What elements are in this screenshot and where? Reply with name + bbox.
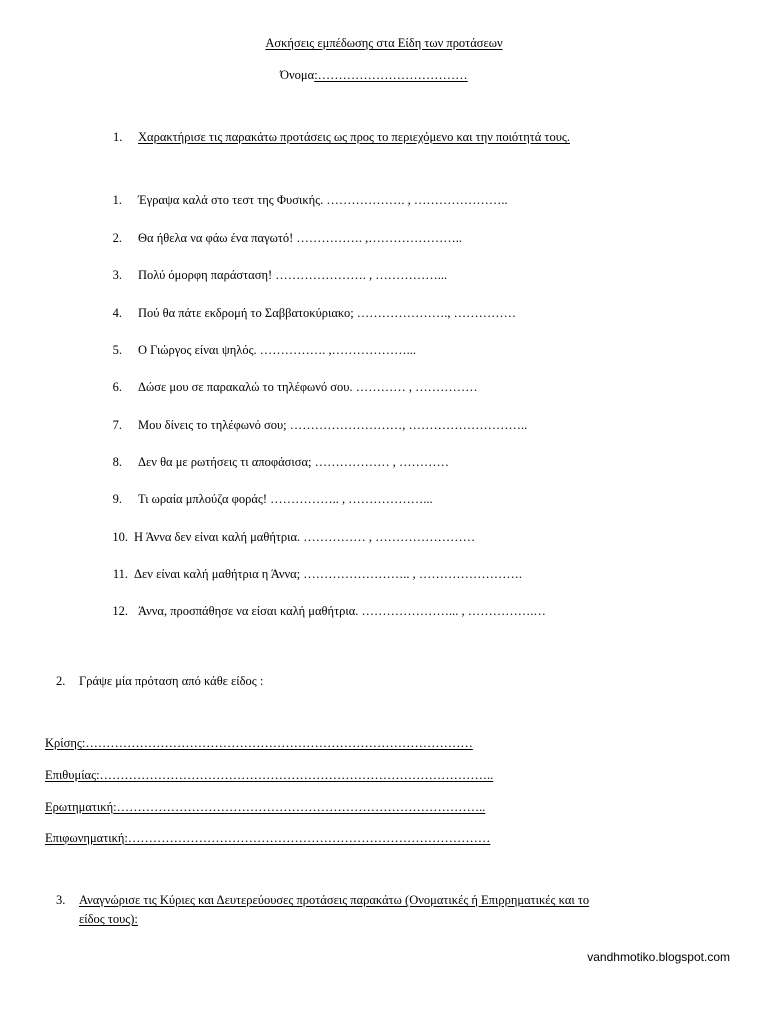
item-number: 9.: [112, 492, 122, 506]
item-text: Δώσε μου σε παρακαλώ το τηλέφωνό σου. ………… , ……………: [138, 380, 478, 394]
line-dots: :…………………………………………………………………………………: [81, 736, 473, 750]
line-label: Κρίσης: [45, 736, 82, 750]
line-label: Επιφωνηματική: [45, 831, 125, 845]
item-number: 6.: [112, 380, 122, 394]
footer-url: vandhmotiko.blogspot.com: [587, 950, 730, 964]
section2-instruction: Γράψε μία πρόταση από κάθε είδος :: [79, 674, 264, 688]
section3-instruction-line1: Αναγνώρισε τις Κύριες και Δευτερεύουσες προτάσεις παρακάτω (Ονοματικές ή Επιρρηματικές και το: [79, 893, 590, 907]
item-text: Πολύ όμορφη παράσταση! …………………. , ……………...: [138, 268, 448, 282]
item-text: Η Άννα δεν είναι καλή μαθήτρια. …………… , ……………………: [134, 530, 476, 544]
item-text: Πού θα πάτε εκδρομή το Σαββατοκύριακο; …………………., ……………: [138, 306, 517, 320]
item-number: 8.: [112, 455, 122, 469]
item-number: 2.: [112, 231, 122, 245]
section1-number: 1.: [113, 130, 123, 144]
item-number: 7.: [112, 418, 122, 432]
line-label: Ερωτηματική: [45, 800, 114, 814]
fill-line-erotimatiki: [45, 800, 485, 815]
item-text: Δεν είναι καλή μαθήτρια η Άννα; …………………….. , …………………….: [134, 567, 523, 581]
page-title: Ασκήσεις εμπέδωσης στα Είδη των προτάσεων: [265, 36, 503, 50]
item-number: 12.: [112, 604, 128, 618]
line-dots: :……………………………………………………………………………: [124, 831, 491, 845]
name-label: Όνομα: [280, 68, 315, 82]
fill-line-kriseos: [45, 736, 473, 751]
section3-number: 3.: [56, 893, 66, 907]
name-line: [280, 68, 468, 83]
section2-number: 2.: [56, 674, 66, 688]
item-number: 5.: [112, 343, 122, 357]
line-dots: :…………………………………………………………………………………..: [96, 768, 494, 782]
section1-instruction: Χαρακτήρισε τις παρακάτω προτάσεις ως προς το περιεχόμενο και την ποιότητά τους.: [138, 130, 570, 144]
item-text: Έγραψα καλά στο τεστ της Φυσικής. ………………. , …………………..: [138, 193, 508, 207]
item-text: Μου δίνεις το τηλέφωνό σου; ………………………, ………………………..: [138, 418, 528, 432]
line-dots: :……………………………………………………………………………..: [113, 800, 486, 814]
fill-line-epifonimatiki: [45, 831, 490, 846]
item-text: Δεν θα με ρωτήσεις τι αποφάσισα; ……………… , …………: [138, 455, 449, 469]
item-number: 3.: [112, 268, 122, 282]
item-number: 10.: [112, 530, 128, 544]
item-number: 4.: [112, 306, 122, 320]
fill-line-epithymias: [45, 768, 493, 783]
item-number: 11.: [112, 567, 128, 581]
line-label: Επιθυμίας: [45, 768, 97, 782]
name-blank: :………………………………: [314, 68, 468, 82]
item-number: 1.: [112, 193, 122, 207]
section3-instruction-line2: είδος τους):: [79, 912, 138, 926]
item-text: Άννα, προσπάθησε να είσαι καλή μαθήτρια. …………………... , …………….…: [138, 604, 546, 618]
item-text: Θα ήθελα να φάω ένα παγωτό! ……………. ,…………………..: [138, 231, 463, 245]
item-text: Ο Γιώργος είναι ψηλός. ……………. ,………………...: [138, 343, 417, 357]
item-text: Τι ωραία μπλούζα φοράς! …………….. , ………………...: [138, 492, 433, 506]
